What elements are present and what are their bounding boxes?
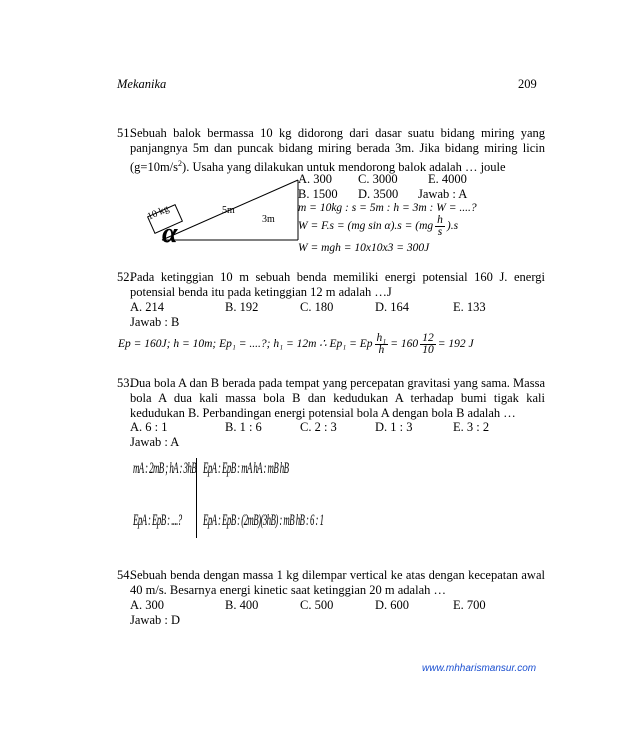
answer: Jawab : D [130,613,180,627]
header-title: Mekanika [117,77,167,91]
option-b: B. 192 [225,300,259,314]
option-a: A. 300 [298,172,333,186]
question-52 [117,270,545,300]
handwritten-result: EpA : EpB : (2mB)(3hB) : mB hB : 6 : 1 [203,512,324,529]
option-e: E. 4000 [428,172,467,186]
answer: Jawab : B [130,315,180,329]
option-d: D. 3500 [358,187,399,201]
option-b: B. 1 : 6 [225,420,262,434]
option-e: E. 3 : 2 [453,420,490,434]
footer-url[interactable]: www.mhharismansur.com [422,663,537,674]
handwritten-relation: EpA : EpB : mA hA : mB hB [203,460,289,477]
question-number: 54. [117,568,133,582]
option-c: C. 3000 [358,172,398,186]
question-51 [117,126,545,175]
height-label: 3m [262,214,275,225]
equation-result: W = mgh = 10x10x3 = 300J [298,242,430,254]
page-number: 209 [518,77,537,91]
handwritten-question: EpA : EpB : ....? [133,512,182,529]
option-d: D. 600 [375,598,410,612]
block-mass-label: 10 kg [145,203,171,223]
question-53 [117,376,545,421]
answer: Jawab : A [418,187,468,201]
answer: Jawab : A [130,435,180,449]
option-a: A. 6 : 1 [130,420,168,434]
option-a: A. 214 [130,300,165,314]
option-c: C. 500 [300,598,334,612]
question-number: 52. [117,270,133,284]
handwritten-given: mA : 2mB ; hA : 3hB [133,460,197,477]
equation-work: W = F.s = (mg sin α).s = (mg $\frac{h}{s}$ ).s [298,214,459,238]
question-number: 53. [117,376,133,390]
question-text: Pada ketinggian 10 m sebuah benda memiliki energi potensial 160 J. energi potensial benda itu pada ketinggian 12 m adalah …J [130,270,545,299]
option-c: C. 180 [300,300,334,314]
question-text: Sebuah benda dengan massa 1 kg dilempar vertical ke atas dengan kecepatan awal 40 m/s. Besarnya energi kinetic saat ketinggian 20 m adalah … [130,568,545,597]
question-number: 51. [117,126,133,140]
option-b: B. 1500 [298,187,338,201]
option-d: D. 1 : 3 [375,420,413,434]
option-b: B. 400 [225,598,259,612]
option-c: C. 2 : 3 [300,420,337,434]
option-d: D. 164 [375,300,410,314]
question-text: Dua bola A dan B berada pada tempat yang percepatan gravitasi yang sama. Massa bola A dua kali massa bola B dan kedudukan A terhadap bumi tigak kali kedudukan B. Perbandingan energi potensial bola A dengan bola B adalah … [130,376,545,420]
angle-alpha: α [162,218,178,249]
question-54 [117,568,545,598]
option-e: E. 133 [453,300,486,314]
equation-given: m = 10kg : s = 5m : h = 3m : W = ....? [298,202,477,214]
equation-solution: Ep = 160J; h = 10m; Ep₁ = ....?; h₁ = 12m ∴ Ep₁ = Ep $\frac{\text{h₁}}{h}$ = 160 $\frac{12}{10}$ = 192 J [118,332,474,356]
option-a: A. 300 [130,598,165,612]
divider [196,458,197,538]
question-text: Sebuah balok bermassa 10 kg didorong dari dasar suatu bidang miring yang panjangnya 5m dan puncak bidang miring berada 3m. Jika bidang miring licin $(g=10m/s^2)$. Usaha yang dilakukan untuk mendorong balok adalah … joule [130,126,545,175]
hypotenuse-label: 5m [222,205,235,216]
option-e: E. 700 [453,598,486,612]
